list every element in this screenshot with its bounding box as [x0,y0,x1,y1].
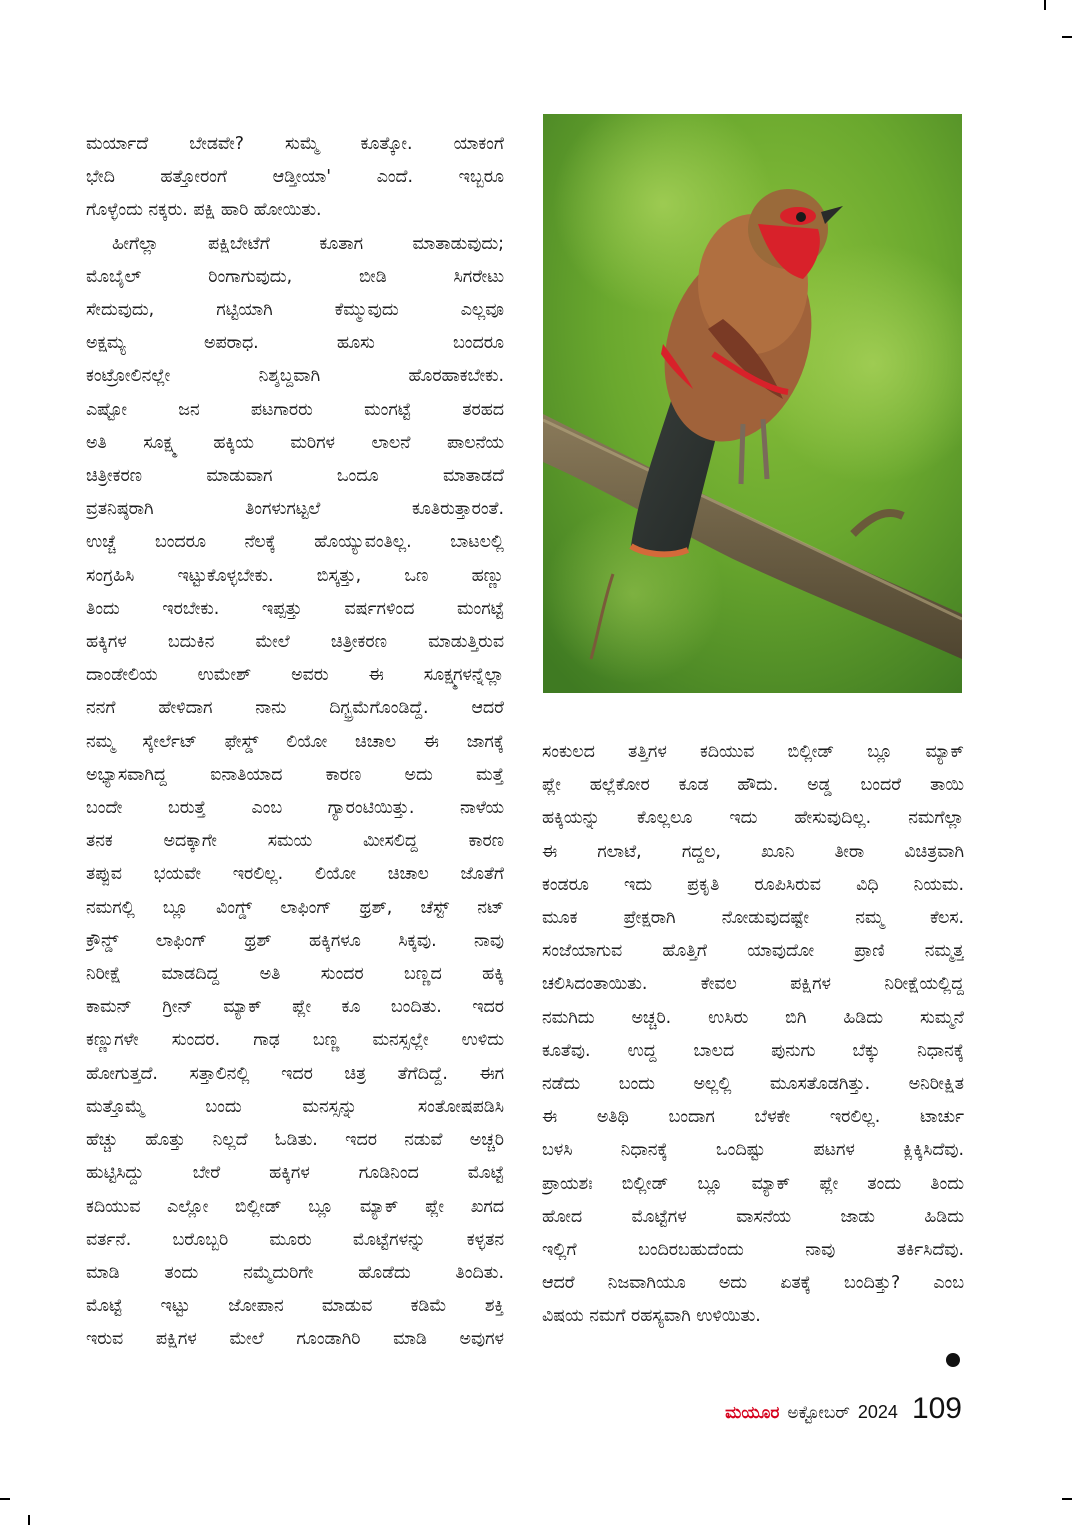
scarlet-faced-liocichla-image [543,114,962,693]
text-line: ನಿರೀಕ್ಷೆ ಮಾಡದಿದ್ದ ಅತಿ ಸುಂದರ ಬಣ್ಣದ ಹಕ್ಕಿ [86,964,504,985]
text-line: ಇಲ್ಲಿಗೆ ಬಂದಿರಬಹುದೆಂದು ನಾವು ತರ್ಕಿಸಿದೆವು. [542,1240,964,1261]
text-line: ಹಕ್ಕಿಗಳ ಬದುಕಿನ ಮೇಲೆ ಚಿತ್ರೀಕರಣ ಮಾಡುತ್ತಿರುವ [86,632,504,653]
text-line: ಹೋಗುತ್ತದೆ. ಸತ್ತಾಲಿನಲ್ಲಿ ಇದರ ಚಿತ್ರ ತೆಗೆದಿದ್ದೆ. ಈಗ [86,1063,504,1084]
text-line: ಕಂಟ್ರೋಲಿನಲ್ಲೇ ನಿಶ್ಶಬ್ದವಾಗಿ ಹೊರಹಾಕಬೇಕು. [86,366,504,387]
text-line: ಚಿತ್ರೀಕರಣ ಮಾಡುವಾಗ ಒಂದೂ ಮಾತಾಡದೆ [86,466,504,487]
magazine-name: ಮಯೂರ [725,1403,780,1423]
text-line: ಕಾಮನ್ ಗ್ರೀನ್ ಮ್ಯಾಕ್ ಪ್ಲೇ ಕೂ ಬಂದಿತು. ಇದರ [86,997,504,1018]
text-line: ತಪ್ಪುವ ಭಯವೇ ಇರಲಿಲ್ಲ. ಲಿಯೋ ಚಿಚಾಲ ಜೊತೆಗೆ [86,864,504,885]
text-line: ವ್ರತನಿಷ್ಠರಾಗಿ ತಿಂಗಳುಗಟ್ಟಲೆ ಕೂತಿರುತ್ತಾರಂತೆ. [86,499,504,520]
left-text-column [86,128,504,1357]
text-line: ಸೇದುವುದು, ಗಟ್ಟಿಯಾಗಿ ಕೆಮ್ಮುವುದು ಎಲ್ಲವೂ [86,300,504,321]
text-line: ಹುಟ್ಟಿಸಿದ್ದು ಬೇರೆ ಹಕ್ಕಿಗಳ ಗೂಡಿನಿಂದ ಮೊಟ್ಟೆ [86,1163,504,1184]
text-line: ಕ್ರೌನ್ಡ್ ಲಾಫಿಂಗ್ ಥ್ರಶ್ ಹಕ್ಕಿಗಳೂ ಸಿಕ್ಕವು. ನಾವು [86,930,504,951]
text-line: ನಡೆದು ಬಂದು ಅಲ್ಲಲ್ಲಿ ಮೂಸತೊಡಗಿತ್ತು. ಅನಿರೀಕ್ಷಿತ [542,1074,964,1095]
article-end-mark [946,1353,960,1367]
text-line: ಬಂದೇ ಬರುತ್ತೆ ಎಂಬ ಗ್ಯಾರಂಟಿಯಿತ್ತು. ನಾಳೆಯ [86,798,504,819]
text-line: ಸಂಗ್ರಹಿಸಿ ಇಟ್ಟುಕೊಳ್ಳಬೇಕು. ಬಿಸ್ಕತ್ತು, ಒಣ ಹಣ್ಣು [86,565,504,586]
text-line: ಸಂಕುಲದ ತತ್ತಿಗಳ ಕದಿಯುವ ಬಿಲ್ಲೀಡ್ ಬ್ಲೂ ಮ್ಯಾಕ್ [542,742,964,762]
text-line: ಕೂತೆವು. ಉದ್ದ ಬಾಲದ ಪುನುಗು ಬೆಕ್ಕು ನಿಧಾನಕ್ಕೆ [542,1040,964,1061]
text-line: ನಮ್ಮ ಸ್ಕೇರ್ಲೆಟ್ ಫೇಸ್ಡ್ ಲಿಯೋ ಚಿಚಾಲ ಈ ಜಾಗಕ್ಕೆ [86,731,504,752]
text-line: ಈ ಅತಿಥಿ ಬಂದಾಗ ಬೆಳಕೇ ಇರಲಿಲ್ಲ. ಟಾರ್ಚು [542,1107,964,1128]
text-line: ತಿಂದು ಇರಬೇಕು. ಇಪ್ಪತ್ತು ವರ್ಷಗಳಿಂದ ಮಂಗಟ್ಟೆ [86,598,504,619]
text-line: ಹೆಚ್ಚು ಹೊತ್ತು ನಿಲ್ಲದೆ ಓಡಿತು. ಇದರ ನಡುವೆ ಅಚ್ಚರಿ [86,1130,504,1151]
bird-photo [543,114,962,693]
text-line: ಮೊಬೈಲ್ ರಿಂಗಾಗುವುದು, ಬೀಡಿ ಸಿಗರೇಟು [86,266,504,287]
crop-mark-left-bottom [0,1498,10,1500]
crop-mark-right [1062,36,1072,38]
text-line: ಅಭ್ಯಾಸವಾಗಿದ್ದ ಐನಾತಿಯಾದ ಕಾರಣ ಅದು ಮತ್ತೆ [86,764,504,785]
text-line: ಈ ಗಲಾಟೆ, ಗದ್ದಲ, ಖೂನಿ ತೀರಾ ವಿಚಿತ್ರವಾಗಿ [542,841,964,862]
page-footer [725,1392,962,1426]
crop-mark-bottom [28,1515,30,1525]
text-line: ವರ್ತನೆ. ಬರೊಬ್ಬರಿ ಮೂರು ಮೊಟ್ಟೆಗಳನ್ನು ಕಳ್ಳತನ [86,1229,504,1250]
text-line: ಮಾಡಿ ತಂದು ನಮ್ಮೆದುರಿಗೇ ಹೊಡೆದು ತಿಂದಿತು. [86,1262,504,1283]
text-line: ಎಷ್ಟೋ ಜನ ಪಟಗಾರರು ಮಂಗಟ್ಟೆ ತರಹದ [86,399,504,420]
text-line: ಉಚ್ಚೆ ಬಂದರೂ ನೆಲಕ್ಕೆ ಹೊಯ್ಯುವಂತಿಲ್ಲ. ಬಾಟಲಲ್ಲಿ [86,532,504,553]
text-line: ನಮಗಲ್ಲಿ ಬ್ಲೂ ವಿಂಗ್ಡ್ ಲಾಫಿಂಗ್ ಥ್ರಶ್, ಚೆಸ್ಟ್ ನಟ್ [86,897,504,918]
text-line: ಪ್ರಾಯಶಃ ಬಿಲ್ಲೀಡ್ ಬ್ಲೂ ಮ್ಯಾಕ್ ಪ್ಲೇ ತಂದು ತಿಂದು [542,1173,964,1194]
crop-mark-top [1044,0,1046,10]
text-line: ಭೇದಿ ಹತ್ತೋರಂಗೆ ಆಡ್ತೀಯಾ' ಎಂದೆ. ಇಬ್ಬರೂ [86,167,504,188]
text-line: ವಿಷಯ ನಮಗೆ ರಹಸ್ಯವಾಗಿ ಉಳಿಯಿತು. [542,1306,761,1327]
page-number: 109 [911,1392,962,1425]
text-line: ತನಕ ಅದಕ್ಕಾಗೇ ಸಮಯ ಮೀಸಲಿದ್ದ ಕಾರಣ [86,831,504,852]
right-text-column [542,736,964,1334]
text-line: ಮೊಟ್ಟೆ ಇಟ್ಟು ಜೋಪಾನ ಮಾಡುವ ಕಡಿಮೆ ಶಕ್ತಿ [86,1296,504,1317]
crop-mark-right-bottom [1062,1498,1072,1500]
text-line: ಕಂಡರೂ ಇದು ಪ್ರಕೃತಿ ರೂಪಿಸಿರುವ ವಿಧಿ ನಿಯಮ. [542,874,964,895]
text-line: ದಾಂಡೇಲಿಯ ಉಮೇಶ್ ಅವರು ಈ ಸೂಕ್ಷ್ಮಗಳನ್ನೆಲ್ಲಾ [86,665,504,686]
text-line: ಚಲಿಸಿದಂತಾಯಿತು. ಕೇವಲ ಪಕ್ಷಿಗಳ ನಿರೀಕ್ಷೆಯಲ್ಲಿದ್ದ [542,974,964,995]
text-line: ಅಕ್ಷಮ್ಯ ಅಪರಾಧ. ಹೂಸು ಬಂದರೂ [86,333,504,354]
text-line: ಕದಿಯುವ ಎಲ್ಲೋ ಬಿಲ್ಲೀಡ್ ಬ್ಲೂ ಮ್ಯಾಕ್ ಪ್ಲೇ ಖಗದ [86,1196,504,1217]
text-line: ಬಳಸಿ ನಿಧಾನಕ್ಕೆ ಒಂದಿಷ್ಟು ಪಟಗಳ ಕ್ಲಿಕ್ಕಿಸಿದೆವು. [542,1140,964,1161]
text-line: ಪ್ಲೇ ಹಲ್ಲೆಕೋರ ಕೂಡ ಹೌದು. ಅಡ್ಡ ಬಂದರೆ ತಾಯಿ [542,775,964,796]
text-line: ನಮಗಿದು ಅಚ್ಚರಿ. ಉಸಿರು ಬಿಗಿ ಹಿಡಿದು ಸುಮ್ಮನೆ [542,1007,964,1028]
text-line: ಗೊಳ್ಳೆಂದು ನಕ್ಕರು. ಪಕ್ಷಿ ಹಾರಿ ಹೋಯಿತು. [86,200,322,221]
text-line: ಆದರೆ ನಿಜವಾಗಿಯೂ ಅದು ಏತಕ್ಕೆ ಬಂದಿತ್ತು? ಎಂಬ [542,1273,964,1294]
text-line: ಇರುವ ಪಕ್ಷಿಗಳ ಮೇಲೆ ಗೂಂಡಾಗಿರಿ ಮಾಡಿ ಅವುಗಳ [86,1329,504,1350]
text-line: ಅತಿ ಸೂಕ್ಷ್ಮ ಹಕ್ಕಿಯ ಮರಿಗಳ ಲಾಲನೆ ಪಾಲನೆಯ [86,432,504,453]
text-line: ಹಕ್ಕಿಯನ್ನು ಕೊಲ್ಲಲೂ ಇದು ಹೇಸುವುದಿಲ್ಲ. ನಮಗೆಲ್ಲಾ [542,808,964,829]
text-line: ಮತ್ತೊಮ್ಮೆ ಬಂದು ಮನಸ್ಸನ್ನು ಸಂತೋಷಪಡಿಸಿ [86,1096,504,1117]
issue-month: ಅಕ್ಟೋಬರ್ [787,1403,850,1423]
text-line: ಹೋದ ಮೊಟ್ಟೆಗಳ ವಾಸನೆಯ ಜಾಡು ಹಿಡಿದು [542,1206,964,1227]
text-line: ಮೂಕ ಪ್ರೇಕ್ಷರಾಗಿ ನೋಡುವುದಷ್ಟೇ ನಮ್ಮ ಕೆಲಸ. [542,908,964,929]
text-line: ಮರ್ಯಾದೆ ಬೇಡವೇ? ಸುಮ್ಮೆ ಕೂತ್ಕೋ. ಯಾಕಂಗೆ [86,134,504,154]
text-line: ಹೀಗೆಲ್ಲಾ ಪಕ್ಷಿಬೇಟೆಗೆ ಕೂತಾಗ ಮಾತಾಡುವುದು; [112,233,504,254]
text-line: ಕಣ್ಣುಗಳೇ ಸುಂದರ. ಗಾಢ ಬಣ್ಣ ಮನಸ್ಸಲ್ಲೇ ಉಳಿದು [86,1030,504,1051]
issue-year: 2024 [857,1402,898,1422]
text-line: ನನಗೆ ಹೇಳಿದಾಗ ನಾನು ದಿಗ್ಭ್ರಮೆಗೊಂಡಿದ್ದೆ. ಆದರೆ [86,698,504,719]
text-line: ಸಂಜೆಯಾಗುವ ಹೊತ್ತಿಗೆ ಯಾವುದೋ ಪ್ರಾಣಿ ನಮ್ಮತ್ತ [542,941,964,962]
